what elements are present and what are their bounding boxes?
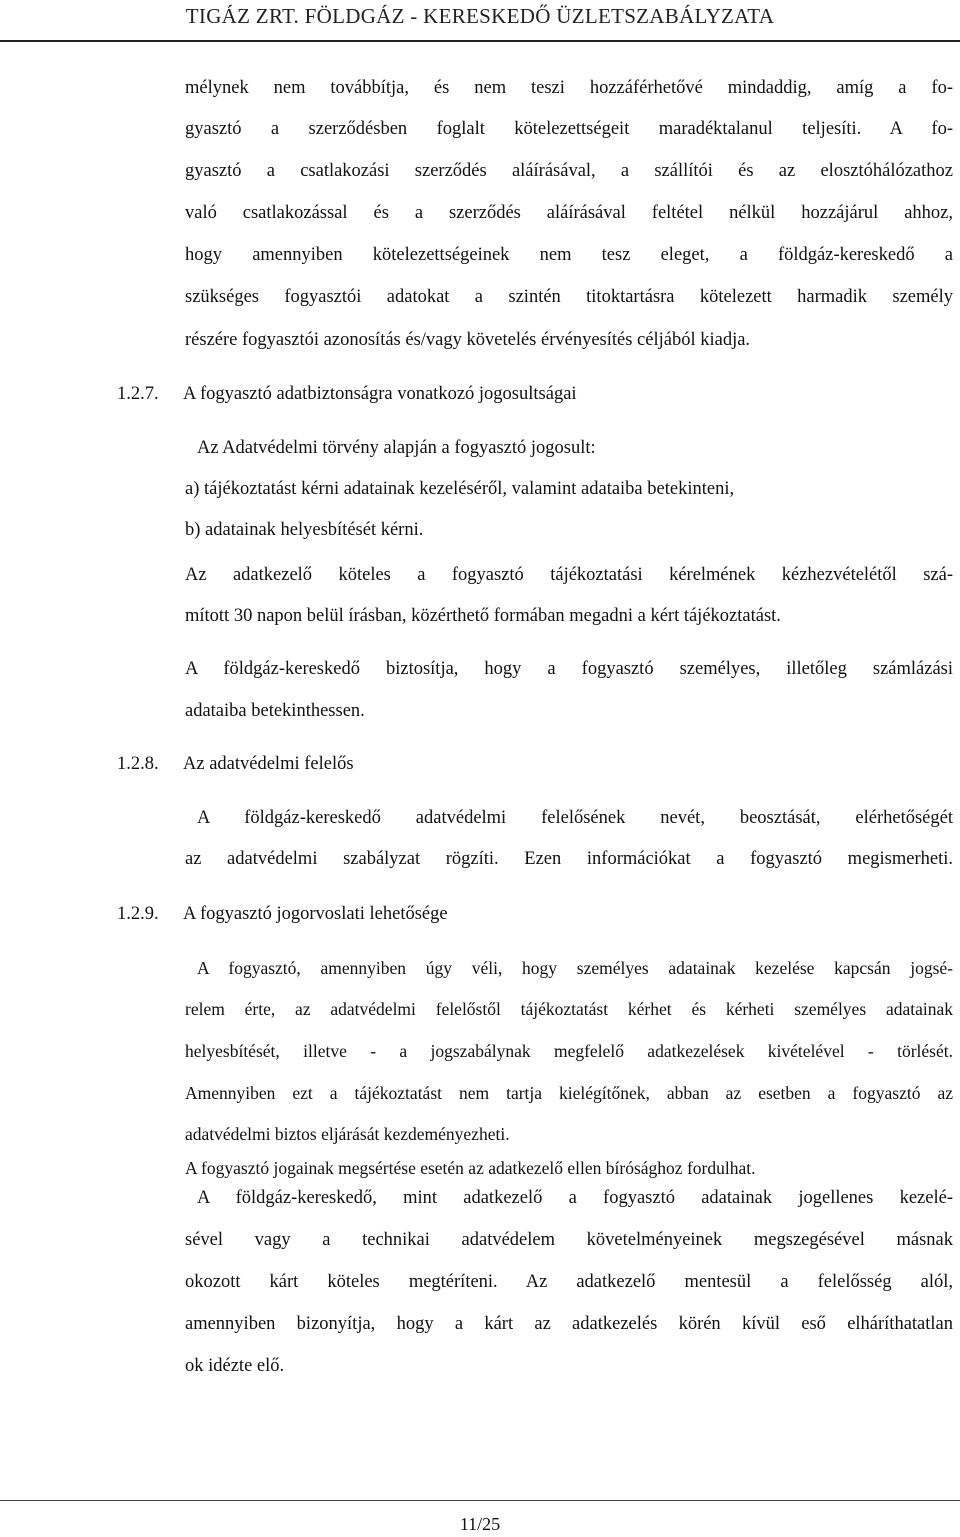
text-line: amennyiben bizonyítja, hogy a kárt az adatkezelés körén kívül eső elháríthatatlan <box>185 1314 953 1334</box>
text-line: A fogyasztó, amennyiben úgy véli, hogy személyes adatainak kezelése kapcsán jogsé- <box>197 958 953 978</box>
text-line: A földgáz-kereskedő adatvédelmi felelősének nevét, beosztását, elérhetőségét <box>197 808 953 828</box>
text-line: Az Adatvédelmi törvény alapján a fogyasztó jogosult: <box>197 438 596 458</box>
text-line: hogy amennyiben kötelezettségeinek nem tesz eleget, a földgáz-kereskedő a <box>185 245 953 265</box>
header-divider <box>0 40 960 42</box>
text-line: sével vagy a technikai adatvédelem követelményeinek megszegésével másnak <box>185 1230 953 1250</box>
text-line: okozott kárt köteles megtéríteni. Az adatkezelő mentesül a felelősség alól, <box>185 1272 953 1292</box>
text-line: Az adatkezelő köteles a fogyasztó tájékoztatási kérelmének kézhezvételétől szá- <box>185 565 953 585</box>
document-header: TIGÁZ ZRT. FÖLDGÁZ - KERESKEDŐ ÜZLETSZABÁLYZATA <box>185 4 775 28</box>
section-title: Az adatvédelmi felelős <box>183 754 354 774</box>
text-line: szükséges fogyasztói adatokat a szintén titoktartásra kötelezett harmadik személy <box>185 287 953 307</box>
text-line: gyasztó a szerződésben foglalt kötelezettségeit maradéktalanul teljesíti. A fo- <box>185 119 953 139</box>
text-line: mított 30 napon belül írásban, közérthető formában megadni a kért tájékoztatást. <box>185 606 781 626</box>
section-number: 1.2.8. <box>117 754 159 774</box>
list-item: a) tájékoztatást kérni adatainak kezeléséről, valamint adataiba betekinteni, <box>185 479 735 499</box>
text-line: gyasztó a csatlakozási szerződés aláírásával, a szállítói és az elosztóhálózathoz <box>185 161 953 181</box>
text-line: helyesbítését, illetve - a jogszabálynak megfelelő adatkezelések kivételével - törlését. <box>185 1041 953 1061</box>
footer-divider <box>0 1500 960 1501</box>
text-line: az adatvédelmi szabályzat rögzíti. Ezen információkat a fogyasztó megismerheti. <box>185 849 953 869</box>
section-number: 1.2.9. <box>117 904 159 924</box>
page-number: 11/25 <box>459 1514 501 1534</box>
text-line: adatvédelmi biztos eljárását kezdeményezheti. <box>185 1124 510 1144</box>
text-line: mélynek nem továbbítja, és nem teszi hozzáférhetővé mindaddig, amíg a fo- <box>185 78 953 98</box>
list-item: b) adatainak helyesbítését kérni. <box>185 520 424 540</box>
text-line: relem érte, az adatvédelmi felelőstől tájékoztatást kérhet és kérheti személyes adatainak <box>185 999 953 1019</box>
text-line: adataiba betekinthessen. <box>185 701 365 721</box>
text-line: A fogyasztó jogainak megsértése esetén az adatkezelő ellen bírósághoz fordulhat. <box>185 1158 756 1178</box>
section-title: A fogyasztó jogorvoslati lehetősége <box>183 904 448 924</box>
text-line: A földgáz-kereskedő, mint adatkezelő a fogyasztó adatainak jogellenes kezelé- <box>197 1188 953 1208</box>
text-line: való csatlakozással és a szerződés aláírásával feltétel nélkül hozzájárul ahhoz, <box>185 203 953 223</box>
section-title: A fogyasztó adatbiztonságra vonatkozó jogosultságai <box>183 384 577 404</box>
section-number: 1.2.7. <box>117 384 159 404</box>
text-line: Amennyiben ezt a tájékoztatást nem tartja kielégítőnek, abban az esetben a fogyasztó az <box>185 1083 953 1103</box>
text-line: részére fogyasztói azonosítás és/vagy követelés érvényesítés céljából kiadja. <box>185 330 751 350</box>
text-line: A földgáz-kereskedő biztosítja, hogy a fogyasztó személyes, illetőleg számlázási <box>185 659 953 679</box>
text-line: ok idézte elő. <box>185 1356 285 1376</box>
